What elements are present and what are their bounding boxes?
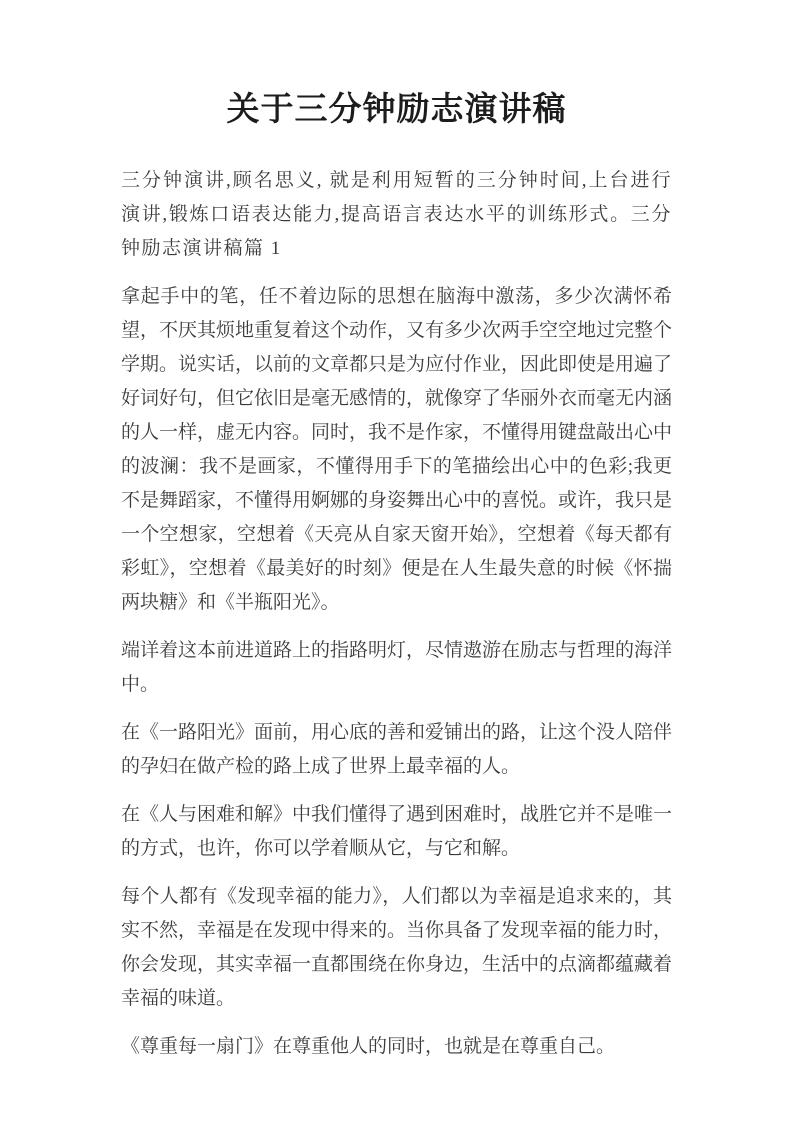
document-title: 关于三分钟励志演讲稿 xyxy=(226,92,567,128)
body-paragraph: 在《人与困难和解》中我们懂得了遇到困难时，战胜它并不是唯一的方式，也许，你可以学着顺从它，与它和解。 xyxy=(121,804,673,859)
body-paragraph: 《尊重每一扇门》在尊重他人的同时，也就是在尊重自己。 xyxy=(121,1036,616,1057)
body-paragraph: 每个人都有《发现幸福的能力》，人们都以为幸福是追求来的，其实不然，幸福是在发现中得来的。当你具备了发现幸福的能力时，你会发现，其实幸福一直都围绕在你身边，生活中的点滴都蕴藏着幸福的味道。 xyxy=(121,886,673,1009)
body-paragraph: 端详着这本前进道路上的指路明灯，尽情遨游在励志与哲理的海洋中。 xyxy=(121,640,673,695)
intro-paragraph: 三分钟演讲,顾名思义, 就是利用短暂的三分钟时间,上台进行演讲,锻炼口语表达能力,提高语言表达水平的训练形式。三分钟励志演讲稿篇 1 xyxy=(121,170,672,259)
body-paragraph: 在《一路阳光》面前，用心底的善和爱铺出的路，让这个没人陪伴的孕妇在做产检的路上成了世界上最幸福的人。 xyxy=(121,722,673,777)
body-paragraph: 拿起手中的笔，任不着边际的思想在脑海中激荡，多少次满怀希望，不厌其烦地重复着这个动作，又有多少次两手空空地过完整个学期。说实话，以前的文章都只是为应付作业，因此即使是用遍了好词好句，但它依旧是毫无感情的，就像穿了华丽外衣而毫无内涵的人一样，虚无内容。同时，我不是作家，不懂得用键盘敲出心中的波澜：我不是画家，不懂得用手下的笔描绘出心中的色彩;我更不是舞蹈家，不懂得用婀娜的身姿舞出心中的喜悦。或许，我只是一个空想家，空想着《天亮从自家天窗开始》，空想着《每天都有彩虹》，空想着《最美好的时刻》便是在人生最失意的时候《怀揣两块糖》和《半瓶阳光》。 xyxy=(121,286,673,613)
